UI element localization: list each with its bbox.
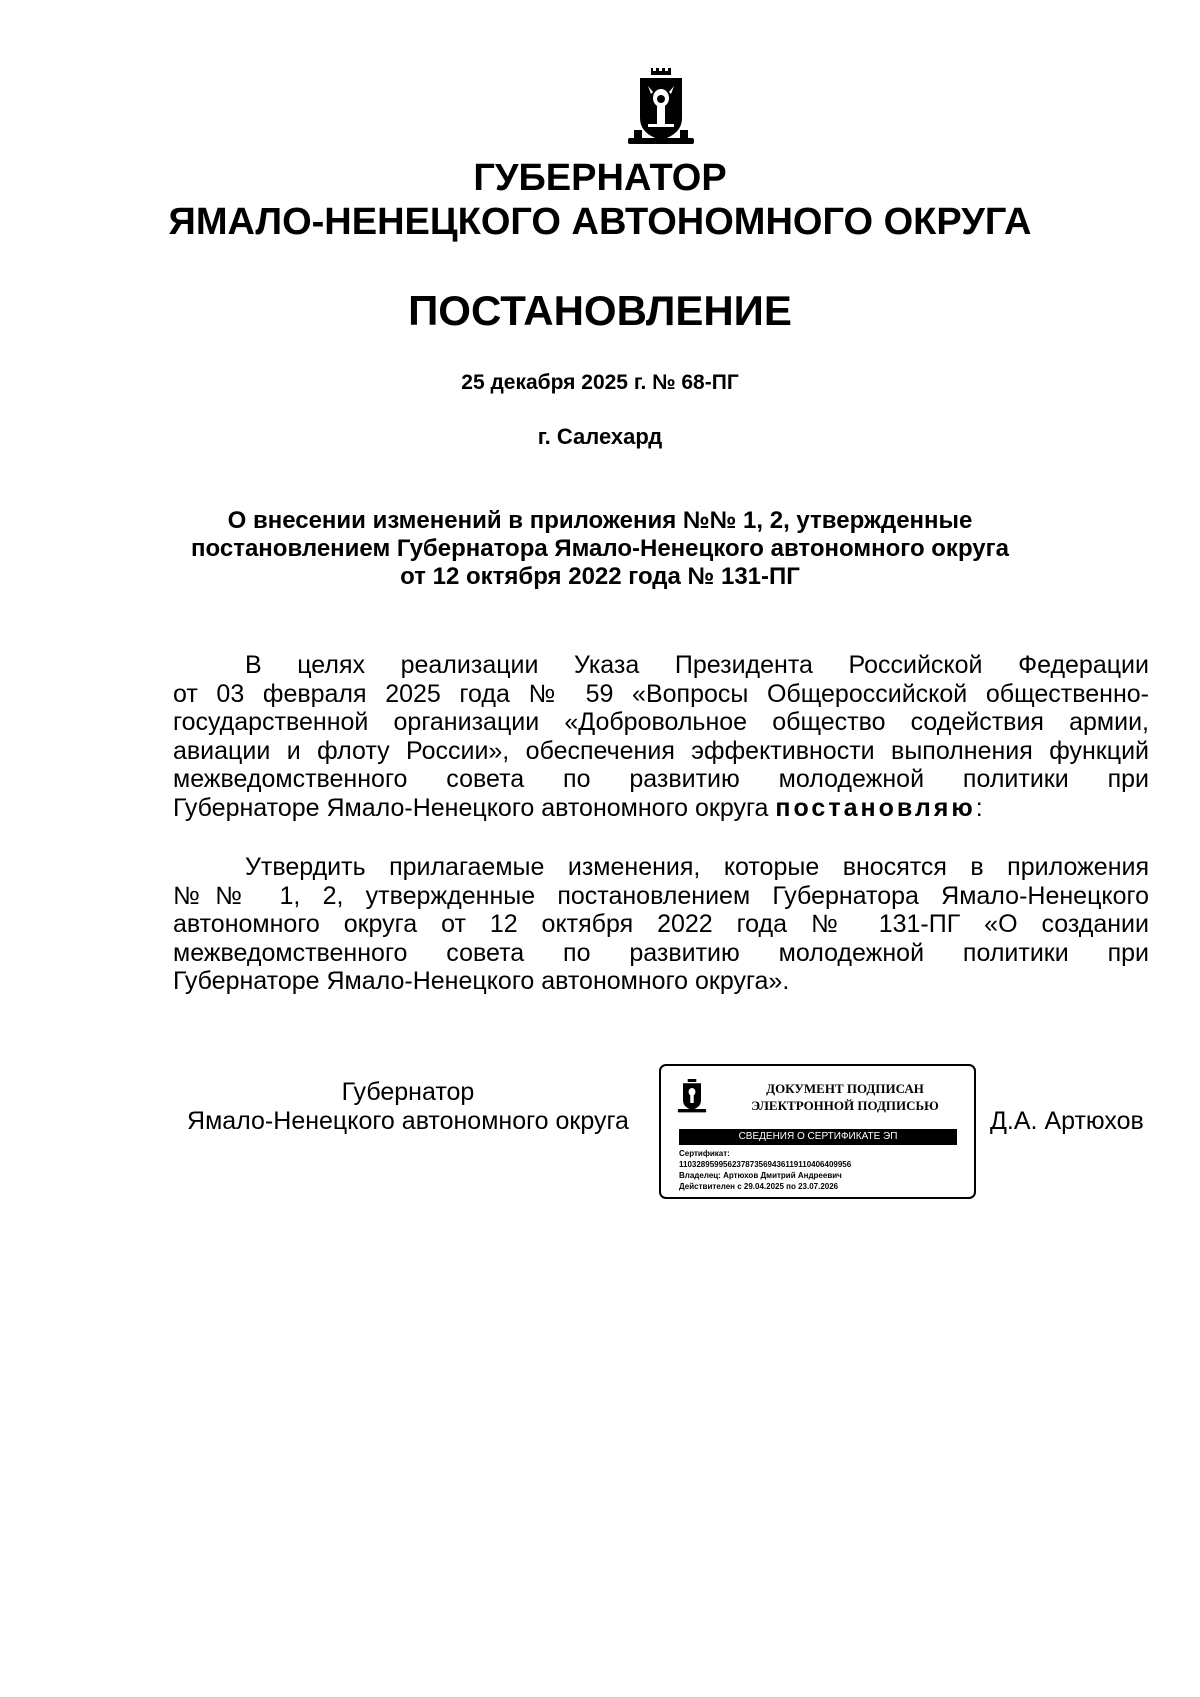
body-paragraph-2 xyxy=(173,853,1149,996)
electronic-signature-stamp xyxy=(659,1064,976,1199)
body-line: межведомственного совета по развитию молодежной политики при xyxy=(173,765,1149,793)
document-type: ПОСТАНОВЛЕНИЕ xyxy=(408,287,792,334)
body-line-final xyxy=(173,794,1149,823)
signatory-title-line1: Губернатор xyxy=(341,1078,475,1106)
signatory-name: Д.А. Артюхов xyxy=(990,1107,1144,1135)
subject-line: О внесении изменений в приложения №№ 1, 2, утвержденные xyxy=(227,507,973,534)
body-line: №№ 1, 2, утвержденные постановлением Губернатора Ямало-Ненецкого xyxy=(173,881,1149,910)
coat-of-arms-icon xyxy=(626,68,696,152)
body-line: от 03 февраля 2025 года № 59 «Вопросы Общероссийской общественно- xyxy=(173,679,1149,708)
signatory-title xyxy=(173,1078,643,1135)
body-paragraph-1 xyxy=(173,651,1149,822)
body-line: межведомственного совета по развитию молодежной политики при xyxy=(173,938,1149,967)
certificate-validity: Действителен с 29.04.2025 по 23.07.2026 xyxy=(679,1182,839,1191)
subject-line: постановлением Губернатора Ямало-Ненецкого автономного округа xyxy=(191,535,1009,562)
subject-line: от 12 октября 2022 года № 131-ПГ xyxy=(400,563,800,590)
decree-word: постановляю xyxy=(775,793,976,822)
certificate-details xyxy=(679,1148,851,1192)
body-line: Губернаторе Ямало-Ненецкого автономного округа». xyxy=(173,967,790,995)
issuer-title-line1: ГУБЕРНАТОР xyxy=(473,157,727,199)
body-line: авиации и флоту России», обеспечения эффективности выполнения функций xyxy=(173,736,1149,765)
body-line: государственной организации «Добровольное общество содействия армии, xyxy=(173,708,1149,736)
coat-of-arms-icon xyxy=(677,1078,707,1116)
body-line: автономного округа от 12 октября 2022 года № 131-ПГ «О создании xyxy=(173,910,1149,938)
certificate-number: 110328959956237873569436119110406409956 xyxy=(679,1160,852,1169)
certificate-owner: Владелец: Артюхов Дмитрий Андреевич xyxy=(679,1171,842,1180)
stamp-heading xyxy=(725,1080,965,1114)
decree-colon: : xyxy=(975,793,983,822)
body-line: Утвердить прилагаемые изменения, которые вносятся в приложения xyxy=(245,853,1149,881)
document-subject xyxy=(150,507,1050,591)
issuer-title-line2: ЯМАЛО-НЕНЕЦКОГО АВТОНОМНОГО ОКРУГА xyxy=(168,201,1032,243)
body-line-text: Губернаторе Ямало-Ненецкого автономного округа xyxy=(173,793,769,822)
body-line: В целях реализации Указа Президента Российской Федерации xyxy=(245,651,1149,679)
document-date-number: 25 декабря 2025 г. № 68-ПГ xyxy=(461,371,739,394)
certificate-info-bar: СВЕДЕНИЯ О СЕРТИФИКАТЕ ЭП xyxy=(679,1129,957,1145)
stamp-heading-line1: ДОКУМЕНТ ПОДПИСАН xyxy=(766,1081,924,1096)
document-city: г. Салехард xyxy=(537,424,663,449)
signatory-title-line2: Ямало-Ненецкого автономного округа xyxy=(187,1106,629,1135)
certificate-label: Сертификат: xyxy=(679,1149,730,1158)
stamp-heading-line2: ЭЛЕКТРОННОЙ ПОДПИСЬЮ xyxy=(751,1098,939,1113)
